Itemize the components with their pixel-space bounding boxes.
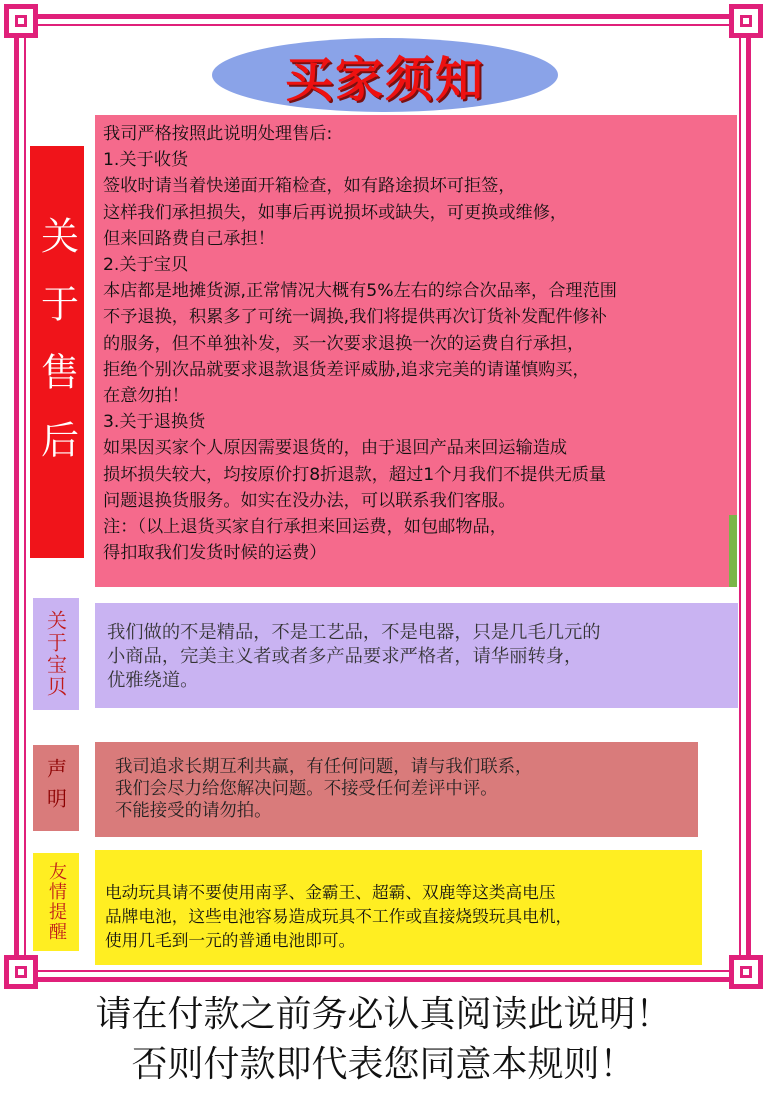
- reminder-line: 使用几毛到一元的普通电池即可。: [105, 930, 356, 950]
- reminder-line: 品牌电池，这些电池容易造成玩具不工作或直接烧毁玩具电机，: [105, 906, 573, 926]
- aftersale-line: 在意勿拍！: [103, 386, 189, 407]
- aftersale-line: 这样我们承担损失，如事后再说损坏或缺失，可更换或维修，: [103, 202, 568, 223]
- corner-ornament-bottom-left: [4, 955, 38, 989]
- statement-panel: [95, 742, 698, 837]
- footer-line-1: 请在付款之前务必认真阅读此说明！: [95, 994, 672, 1035]
- aftersale-line: 注：（以上退货买家自行承担来回运费，如包邮物品，: [103, 517, 507, 538]
- corner-ornament-bottom-right: [729, 955, 763, 989]
- corner-ornament-top-left: [4, 4, 38, 38]
- aftersale-line: 1.关于收货: [103, 150, 189, 171]
- reminder-panel: [95, 850, 702, 965]
- statement-line: 我们会尽力给您解决问题。不接受任何差评中评。: [115, 779, 498, 799]
- page-title: 买家须知: [284, 51, 485, 108]
- product-line: 小商品，完美主义者或者多产品要求严格者，请华丽转身，: [107, 646, 583, 667]
- aftersale-line: 签收时请当着快递面开箱检查，如有路途损坏可拒签，: [103, 176, 516, 197]
- statement-line: 不能接受的请勿拍。: [115, 801, 272, 821]
- aftersale-line: 2.关于宝贝: [103, 255, 189, 276]
- product-line: 我们做的不是精品，不是工艺品，不是电器，只是几毛几元的: [107, 622, 601, 643]
- aftersale-line: 我司严格按照此说明处理售后:: [103, 124, 333, 144]
- footer-line-2: 否则付款即代表您同意本规则！: [131, 1044, 636, 1085]
- corner-ornament-top-right: [729, 4, 763, 38]
- title-banner: [212, 38, 558, 112]
- reminder-line: 电动玩具请不要使用南孚、金霸王、超霸、双鹿等这类高电压: [105, 882, 556, 902]
- product-panel: [95, 603, 738, 708]
- footer-notice: [0, 990, 767, 1090]
- aftersale-label: 关于售后: [30, 146, 84, 558]
- product-line: 优雅绕道。: [107, 670, 199, 691]
- aftersale-line: 损坏损失较大，均按原价打8折退款，超过1个月我们不提供无质量: [103, 464, 607, 485]
- aftersale-line: 3.关于退换货: [103, 412, 206, 433]
- aftersale-line: 如果因买家个人原因需要退货的，由于退回产品来回运输造成: [103, 438, 568, 459]
- aftersale-line: 但来回路费自己承担！: [103, 228, 275, 249]
- aftersale-line: 拒绝个别次品就要求退款退货差评威胁,追求完美的请谨慎购买，: [103, 359, 590, 380]
- aftersale-panel: [95, 115, 737, 587]
- statement-label: 声明: [33, 745, 79, 831]
- aftersale-line: 的服务，但不单独补发，买一次要求退换一次的运费自行承担，: [103, 333, 585, 354]
- aftersale-line: 问题退换货服务。如实在没办法，可以联系我们客服。: [103, 490, 516, 511]
- statement-line: 我司追求长期互利共赢，有任何问题，请与我们联系，: [115, 757, 533, 777]
- aftersale-line: 不予退换，积累多了可统一调换,我们将提供再次订货补发配件修补: [103, 307, 607, 328]
- product-label: 关于宝贝: [33, 598, 79, 710]
- reminder-label: 友情提醒: [33, 853, 79, 951]
- aftersale-line: 得扣取我们发货时候的运费）: [103, 543, 327, 564]
- decorative-strip: [729, 515, 737, 587]
- aftersale-line: 本店都是地摊货源,正常情况大概有5%左右的综合次品率，合理范围: [103, 281, 617, 302]
